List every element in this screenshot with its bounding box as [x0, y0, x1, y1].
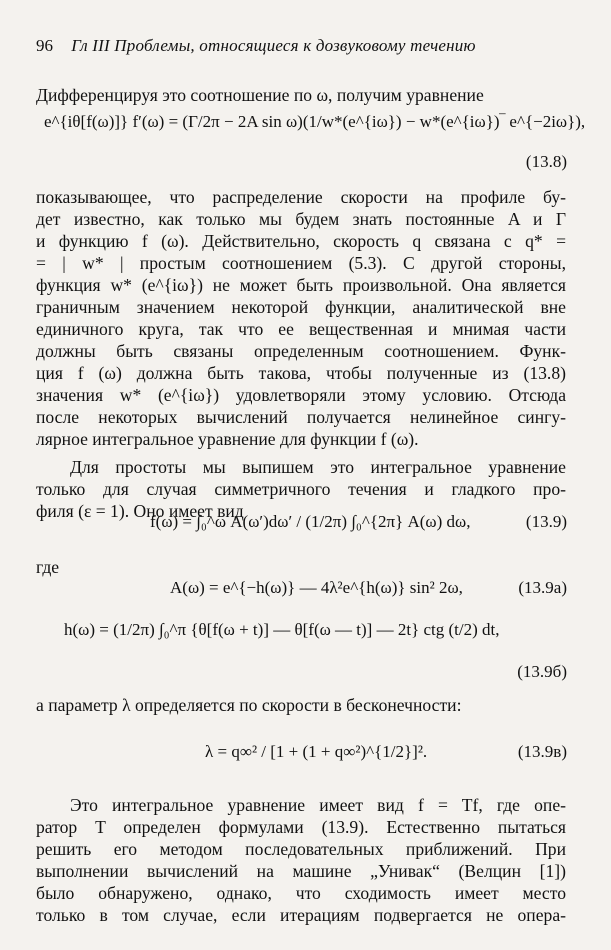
- text-line: только в том случае, если итерациям подвергается не опера-: [36, 905, 566, 925]
- equation-body: f(ω) = ∫₀^ω A(ω′)dω′ / (1/2π) ∫₀^{2π} A(ω) dω,: [150, 512, 471, 531]
- text-line: функция w* (e^{iω}) не может быть произвольной. Она является: [36, 275, 566, 295]
- equation-13-8: [44, 112, 585, 132]
- text-line: должны быть связаны определенным соотношением. Функ-: [36, 341, 566, 361]
- text-line: ция f (ω) должна быть такова, чтобы полученные из (13.8): [36, 363, 566, 383]
- text-line: филя (ε = 1). Оно имеет вид: [36, 501, 244, 521]
- equation-body: e^{iθ[f(ω)]} f′(ω) = (Γ/2π − 2A sin ω)(1/w*(e^{iω}) − w*(e^{iω})‾ e^{−2iω}),: [44, 112, 586, 131]
- text-line: Это интегральное уравнение имеет вид f = Tf, где опе-: [70, 795, 566, 815]
- text-line: а параметр λ определяется по скорости в бесконечности:: [36, 695, 462, 715]
- equation-number: (13.9б): [517, 662, 567, 681]
- equation-body: A(ω) = e^{−h(ω)} — 4λ²e^{h(ω)} sin² 2ω,: [170, 578, 463, 597]
- text-line: Для простоты мы выпишем это интегральное уравнение: [70, 457, 566, 477]
- text-line: = | w* | простым соотношением (5.3). С другой стороны,: [36, 253, 566, 273]
- text-line: после некоторых вычислений получается нелинейное сингу-: [36, 407, 566, 427]
- text-line: лярное интегральное уравнение для функции f (ω).: [36, 429, 419, 449]
- text-line: показывающее, что распределение скорости на профиле бу-: [36, 187, 566, 207]
- running-header: [36, 36, 576, 56]
- equation-body: h(ω) = (1/2π) ∫₀^π {θ[f(ω + t)] — θ[f(ω — t)] — 2t} ctg (t/2) dt,: [64, 620, 500, 639]
- equation-number: (13.9в): [517, 742, 567, 761]
- text-line: выполнении вычислений на машине „Унивак“ (Велцин [1]): [36, 861, 566, 881]
- equation-13-9c: [205, 742, 427, 762]
- equation-number: (13.9a): [518, 578, 567, 597]
- equation-number: (13.9): [525, 512, 567, 531]
- equation-number: (13.8): [525, 152, 567, 171]
- text-line: дет известно, как только мы будем знать постоянные A и Γ: [36, 209, 566, 229]
- running-title: Гл III Проблемы, относящиеся к дозвуковому течению: [71, 36, 476, 55]
- text-line: ратор T определен формулами (13.9). Естественно пытаться: [36, 817, 566, 837]
- equation-13-9: [150, 512, 470, 532]
- text-line: значения w* (e^{iω}) удовлетворяли этому условию. Отсюда: [36, 385, 566, 405]
- page-number: 96: [36, 36, 53, 55]
- text-line: где: [36, 557, 60, 577]
- text-line: решить его методом последовательных приближений. При: [36, 839, 566, 859]
- equation-13-9a: [170, 578, 463, 598]
- text-line: Дифференцируя это соотношение по ω, получим уравнение: [36, 85, 484, 105]
- text-line: граничным значением некоторой функции, аналитической вне: [36, 297, 566, 317]
- equation-body: λ = q∞² / [1 + (1 + q∞²)^{1/2}]².: [205, 742, 428, 761]
- text-line: было обнаружено, однако, что сходимость имеет место: [36, 883, 566, 903]
- equation-13-9b: [64, 620, 499, 640]
- text-line: только для случая симметричного течения и гладкого про-: [36, 479, 566, 499]
- text-line: и функцию f (ω). Действительно, скорость q связана с q* =: [36, 231, 566, 251]
- text-line: единичного круга, так что ее вещественная и мнимая части: [36, 319, 566, 339]
